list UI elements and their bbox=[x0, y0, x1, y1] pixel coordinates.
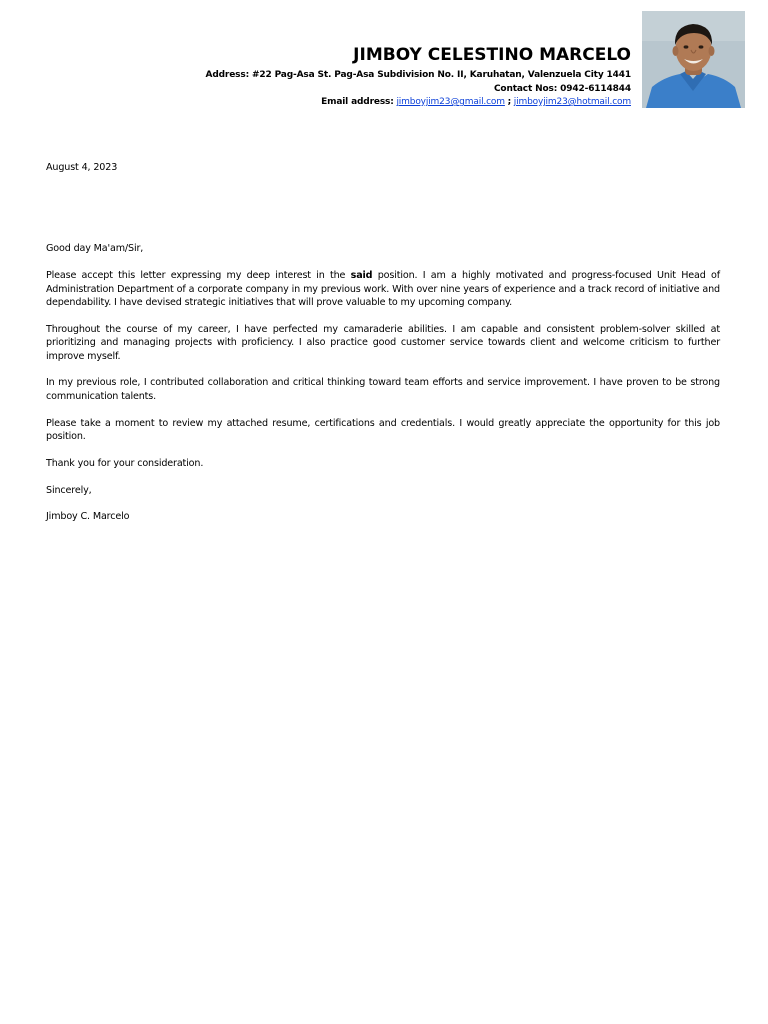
applicant-photo bbox=[642, 11, 745, 108]
paragraph-introduction-start: Please accept this letter expressing my deep interest in the bbox=[46, 270, 346, 282]
portrait-image bbox=[642, 11, 745, 108]
thank-you-line: Thank you for your consideration. bbox=[46, 457, 204, 469]
applicant-name: JIMBOY CELESTINO MARCELO bbox=[353, 45, 631, 65]
email-line bbox=[71, 96, 631, 110]
paragraph-skills: Throughout the course of my career, I have perfected my camaraderie abilities. I am capable and consistent problem-solver skilled at prioritizing and managing projects with proficiency. I also practice good customer service towards client and welcome criticism to further improve myself. bbox=[46, 323, 720, 362]
paragraph-request-review: Please take a moment to review my attached resume, certifications and credentials. I would greatly appreciate the opportunity for this job position. bbox=[46, 417, 720, 443]
email-link-hotmail[interactable]: jimboyjim23@hotmail.com bbox=[513, 97, 631, 107]
cover-letter-body bbox=[46, 161, 720, 524]
paragraph-introduction bbox=[46, 269, 720, 309]
contact-number-line: Contact Nos: 0942-6114844 bbox=[493, 83, 631, 94]
letterhead bbox=[71, 44, 631, 110]
emphasized-word: said bbox=[350, 270, 373, 282]
salutation: Good day Ma'am/Sir, bbox=[46, 243, 144, 255]
address-line: Address: #22 Pag-Asa St. Pag-Asa Subdivision No. II, Karuhatan, Valenzuela City 1441 bbox=[205, 70, 631, 80]
letter-date: August 4, 2023 bbox=[46, 162, 118, 173]
email-label: Email address: bbox=[321, 97, 394, 107]
paragraph-previous-role: In my previous role, I contributed collaboration and critical thinking toward team efforts and service improvement. I have proven to be strong communication talents. bbox=[46, 377, 720, 402]
email-link-gmail[interactable]: jimboyjim23@gmail.com bbox=[396, 97, 505, 107]
paragraph-introduction-rest: position. I am a highly motivated and progress-focused Unit Head of Administration Department of a corporate company in my previous work. With over nine years of experience and a track record of initiative and dependability. I have devised strategic initiatives that will prove valuable to my upcoming company. bbox=[46, 270, 720, 309]
complimentary-close: Sincerely, bbox=[46, 484, 92, 496]
signature-name: Jimboy C. Marcelo bbox=[46, 511, 130, 523]
email-separator: ; bbox=[507, 97, 512, 107]
